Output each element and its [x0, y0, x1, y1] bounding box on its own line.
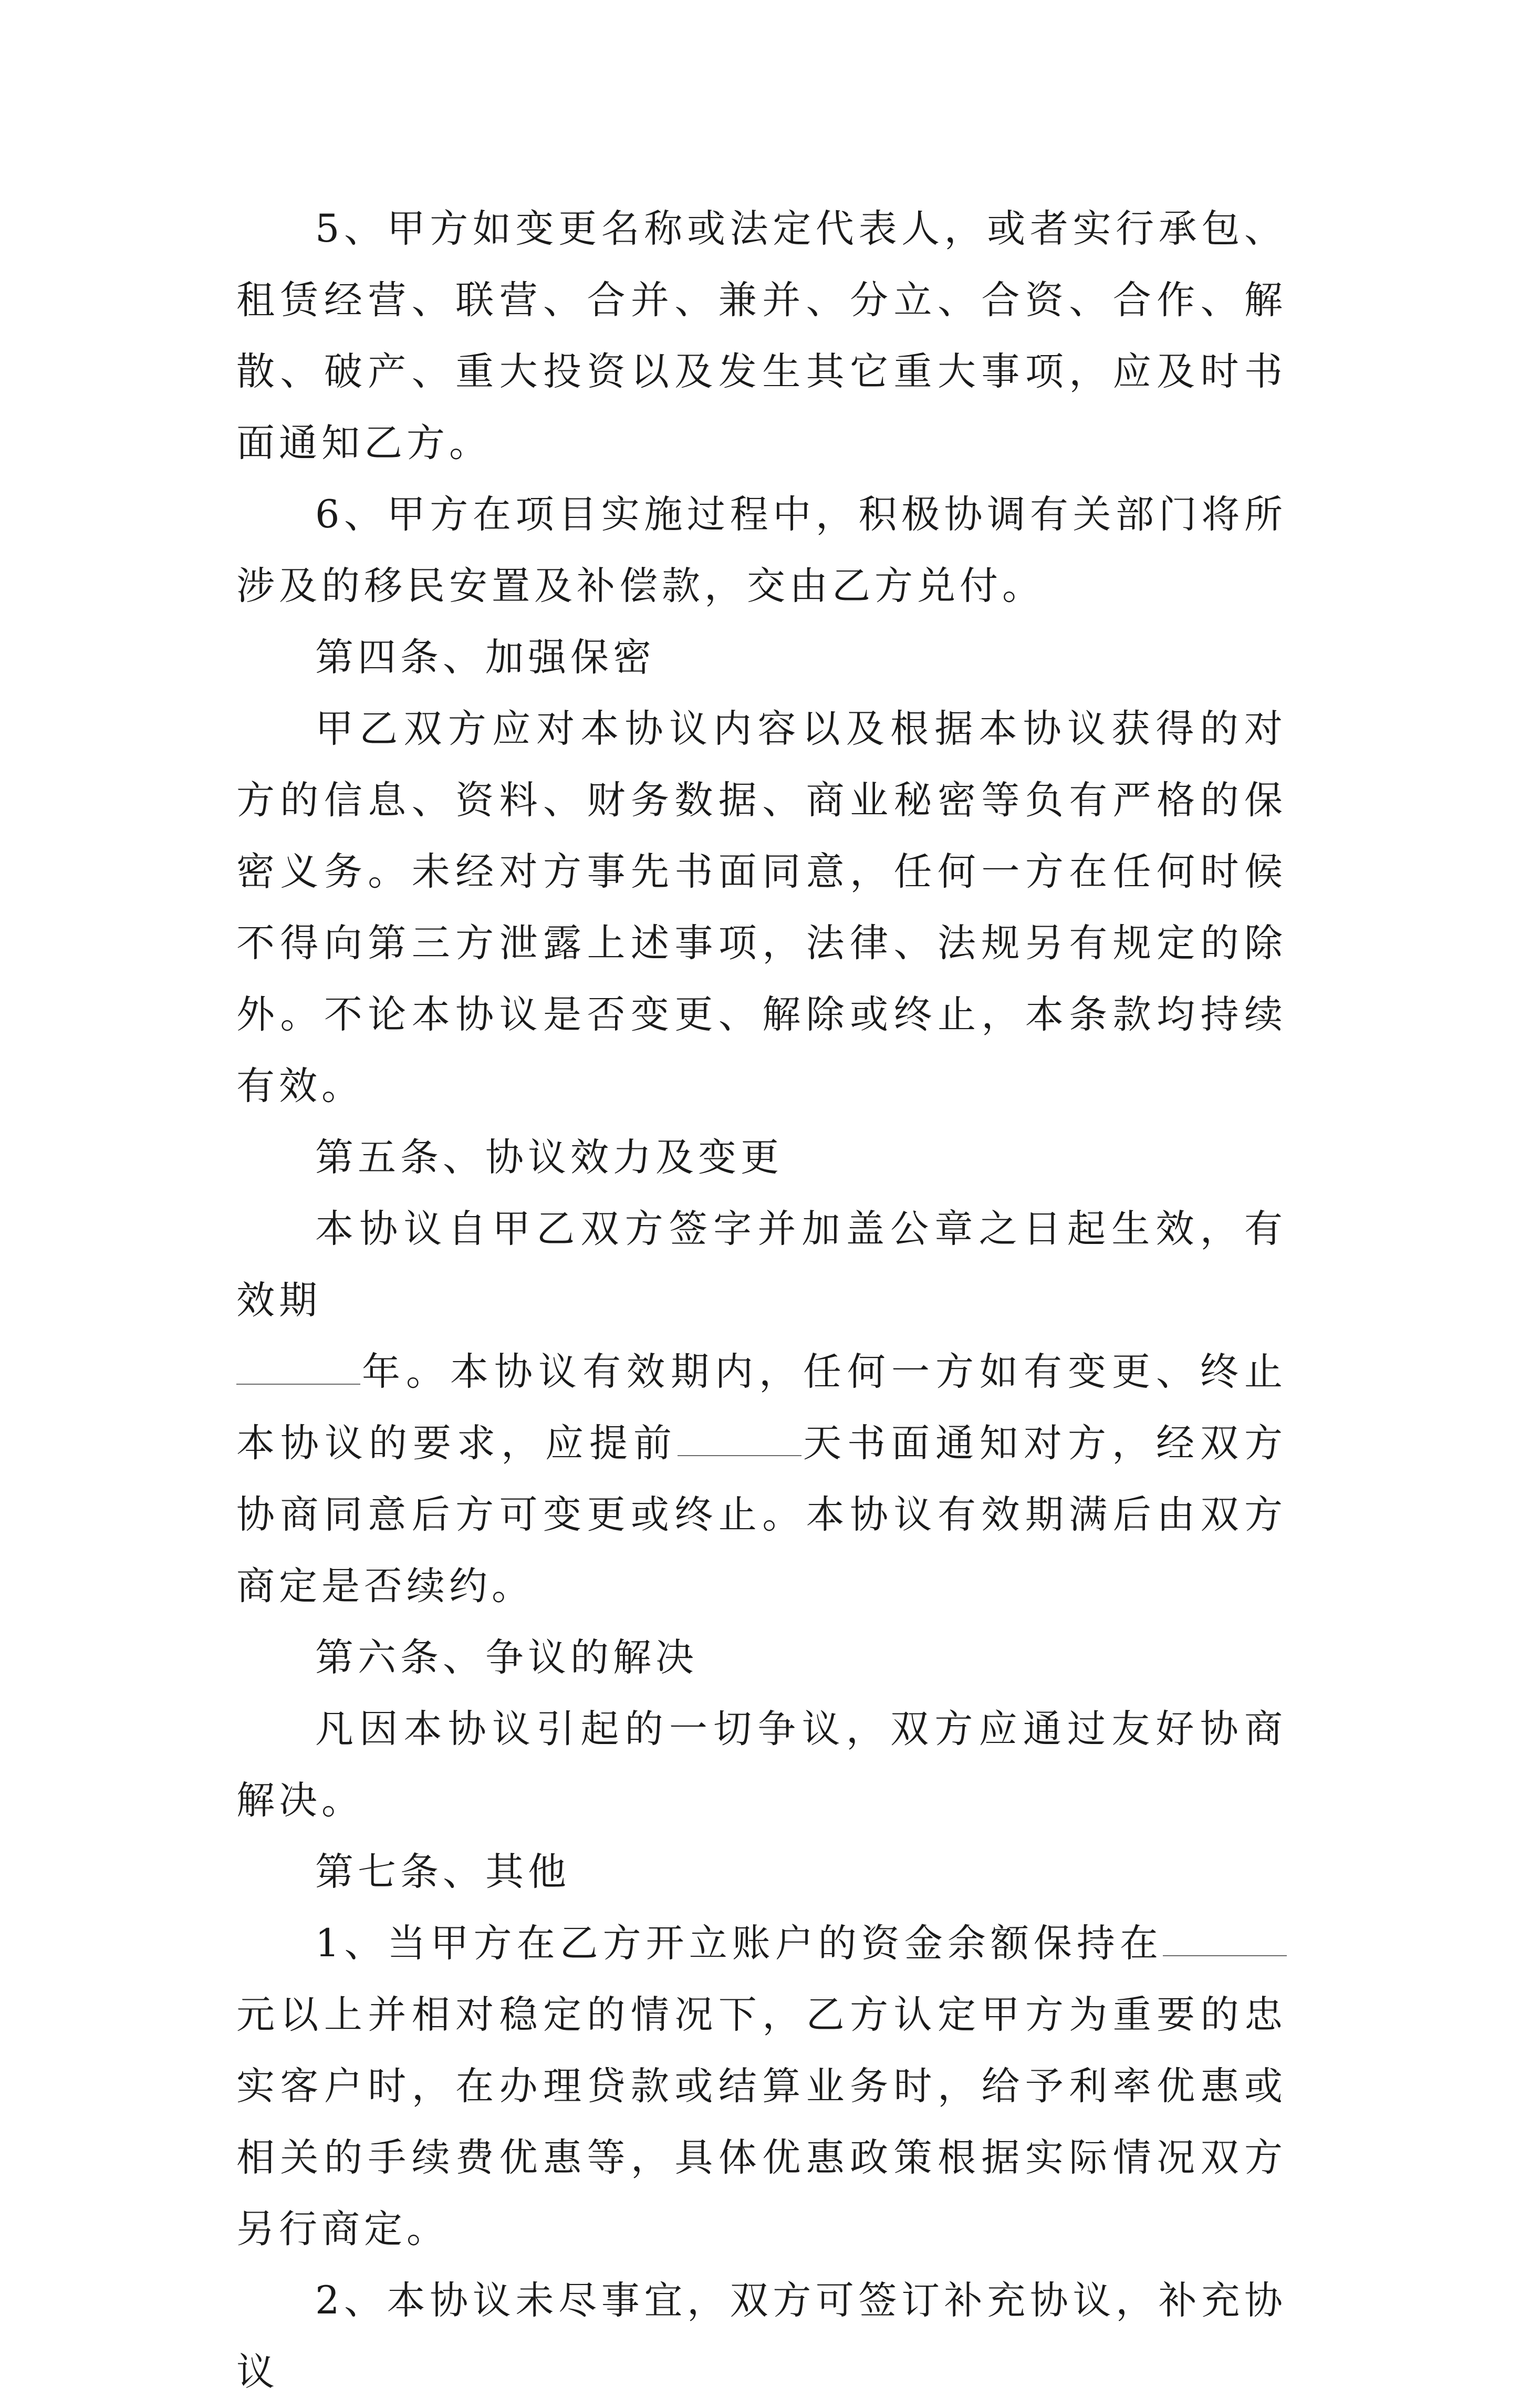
- validity-text-part-1: 本协议自甲乙双方签字并加盖公章之日起生效，有效期: [236, 1207, 1287, 1323]
- other-clause-1-part-1: 1、当甲方在乙方开立账户的资金余额保持在: [315, 1921, 1163, 1966]
- other-clause-1-paragraph: [236, 1908, 1287, 2265]
- document-body: [236, 193, 1287, 2408]
- article-4-heading: 第四条、加强保密: [315, 635, 655, 680]
- balance-amount-blank: [1163, 1924, 1287, 1956]
- clause-6-paragraph: 6、甲方在项目实施过程中，积极协调有关部门将所涉及的移民安置及补偿款，交由乙方兑付。: [236, 492, 1287, 608]
- notice-days-blank: [678, 1424, 801, 1456]
- other-clause-1-part-2: 元以上并相对稳定的情况下，乙方认定甲方为重要的忠实客户时，在办理贷款或结算业务时，给予利率优惠或相关的手续费优惠等，具体优惠政策根据实际情况双方另行商定。: [236, 1992, 1287, 2251]
- article-5-heading: 第五条、协议效力及变更: [315, 1135, 783, 1180]
- validity-paragraph: [236, 1193, 1287, 1622]
- validity-years-blank: [236, 1352, 360, 1385]
- dispute-paragraph: 凡因本协议引起的一切争议，双方应通过友好协商解决。: [236, 1707, 1287, 1823]
- clause-5-paragraph: 5、甲方如变更名称或法定代表人，或者实行承包、租赁经营、联营、合并、兼并、分立、合资、合作、解散、破产、重大投资以及发生其它重大事项，应及时书面通知乙方。: [236, 206, 1287, 465]
- other-clause-2-paragraph: 2、本协议未尽事宜，双方可签订补充协议，补充协议: [236, 2278, 1287, 2394]
- validity-text-part-3: 天书面通知对方，经双方协商同意后方可变更或终止。本协议有效期满后由双方商定是否续约。: [236, 1421, 1287, 1608]
- validity-text-part-2: 年。本协议有效期内，任何一方如有变更、终止本协议的要求，应提前: [236, 1350, 1287, 1466]
- article-6-heading: 第六条、争议的解决: [315, 1635, 698, 1680]
- confidentiality-paragraph: 甲乙双方应对本协议内容以及根据本协议获得的对方的信息、资料、财务数据、商业秘密等负有严格的保密义务。未经对方事先书面同意，任何一方在任何时候不得向第三方泄露上述事项，法律、法规另有规定的除外。不论本协议是否变更、解除或终止，本条款均持续有效。: [236, 707, 1287, 1108]
- article-7-heading: 第七条、其他: [315, 1850, 570, 1894]
